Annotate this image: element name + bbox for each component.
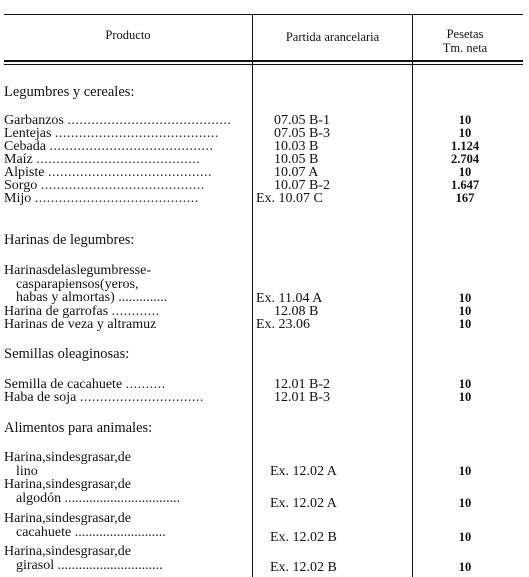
table-row — [0, 127, 529, 140]
product-line: girasol .............................. — [16, 558, 163, 572]
pesetas-cell: 10 — [458, 317, 472, 331]
table-row — [0, 166, 529, 179]
header-pesetas-line1: Pesetas — [446, 27, 484, 41]
partida-cell: Ex. 12.02 A — [270, 496, 337, 511]
header-pesetas-line2: Tm. neta — [442, 41, 488, 55]
pesetas-cell: 10 — [458, 165, 472, 179]
product-line: Harina,sindesgrasar,de — [4, 451, 131, 465]
partida-cell: 12.08 B — [274, 304, 319, 319]
product-line: Harina,sindesgrasar,de — [4, 512, 131, 526]
product-line: Harinasdelaslegumbresse- — [4, 264, 151, 278]
section-title-legumbres: Legumbres y cereales: — [4, 84, 135, 100]
product-cell: Lentejas ......................................... — [4, 127, 219, 140]
pesetas-cell: 10 — [458, 560, 472, 574]
product-cell: Alpiste ......................................... — [4, 166, 212, 179]
pesetas-cell: 2.704 — [450, 152, 480, 166]
pesetas-cell: 10 — [458, 291, 472, 305]
partida-cell: Ex. 12.02 B — [270, 530, 337, 545]
product-cell: Harinas de veza y altramuz — [4, 318, 157, 331]
table-row — [0, 114, 529, 127]
partida-cell: Ex. 23.06 — [256, 317, 311, 332]
product-line: Harina,sindesgrasar,de — [4, 478, 131, 492]
pesetas-cell: 10 — [458, 304, 472, 318]
table-row — [0, 153, 529, 166]
partida-cell: 10.07 A — [274, 165, 319, 180]
product-line: Harina,sindesgrasar,de — [4, 545, 131, 559]
partida-cell: 07.05 B-1 — [274, 113, 330, 128]
partida-cell: 10.05 B — [274, 152, 319, 167]
table-row — [0, 140, 529, 153]
table-row — [0, 292, 529, 305]
product-cell: Mijo ......................................... — [4, 192, 199, 205]
product-line: lino — [16, 464, 38, 478]
pesetas-cell: 167 — [455, 191, 475, 205]
pesetas-cell: 10 — [458, 390, 472, 404]
pesetas-cell: 10 — [458, 113, 472, 127]
partida-cell: Ex. 12.02 A — [270, 464, 337, 479]
pesetas-cell: 10 — [458, 530, 472, 544]
product-cell: Maíz ......................................... — [4, 153, 201, 166]
pesetas-cell: 1.647 — [450, 178, 480, 192]
header-pesetas — [414, 27, 516, 55]
table-row — [0, 192, 529, 205]
partida-cell: 07.05 B-3 — [274, 126, 330, 141]
partida-cell: Ex. 11.04 A — [256, 291, 323, 306]
pesetas-cell: 10 — [458, 126, 472, 140]
product-cell: Cebada ......................................... — [4, 140, 214, 153]
section-title-harinas: Harinas de legumbres: — [4, 232, 135, 248]
table-row — [0, 497, 529, 510]
top-rule — [4, 14, 523, 15]
partida-cell: Ex. 10.07 C — [256, 191, 323, 206]
product-line: casparapiensos(yeros, — [16, 277, 139, 291]
header-rule — [4, 60, 523, 62]
partida-cell: 10.07 B-2 — [274, 178, 330, 193]
pesetas-cell: 10 — [458, 377, 472, 391]
product-line: algodón ................................. — [16, 491, 181, 505]
header-partida: Partida arancelaria — [285, 30, 380, 44]
table-row — [0, 318, 529, 331]
pesetas-cell: 10 — [458, 464, 472, 478]
product-cell: Sorgo ......................................... — [4, 179, 205, 192]
partida-cell: 12.01 B-3 — [274, 390, 330, 405]
product-cell: Haba de soja ............................... — [4, 391, 204, 404]
table-row — [0, 558, 529, 575]
table-row — [0, 391, 529, 404]
product-line: habas y almortas) .............. — [16, 291, 168, 305]
partida-cell: 12.01 B-2 — [274, 377, 330, 392]
header-rule-secondary — [4, 64, 523, 65]
table-row — [0, 465, 529, 478]
table-row — [0, 531, 529, 544]
product-cell: Garbanzos ......................................... — [4, 114, 232, 127]
product-cell: Harina de garrofas ............ — [4, 305, 160, 318]
partida-cell: 10.03 B — [274, 139, 319, 154]
header-producto: Producto — [105, 28, 151, 42]
pesetas-cell: 1.124 — [450, 139, 480, 153]
table-row — [0, 378, 529, 391]
partida-cell: Ex. 12.02 B — [270, 560, 337, 575]
product-cell: Semilla de cacahuete .......... — [4, 378, 166, 391]
product-line: cacahuete .......................... — [16, 525, 166, 539]
section-title-alimentos: Alimentos para animales: — [4, 420, 153, 436]
pesetas-cell: 10 — [458, 496, 472, 510]
section-title-semillas: Semillas oleaginosas: — [4, 346, 130, 362]
